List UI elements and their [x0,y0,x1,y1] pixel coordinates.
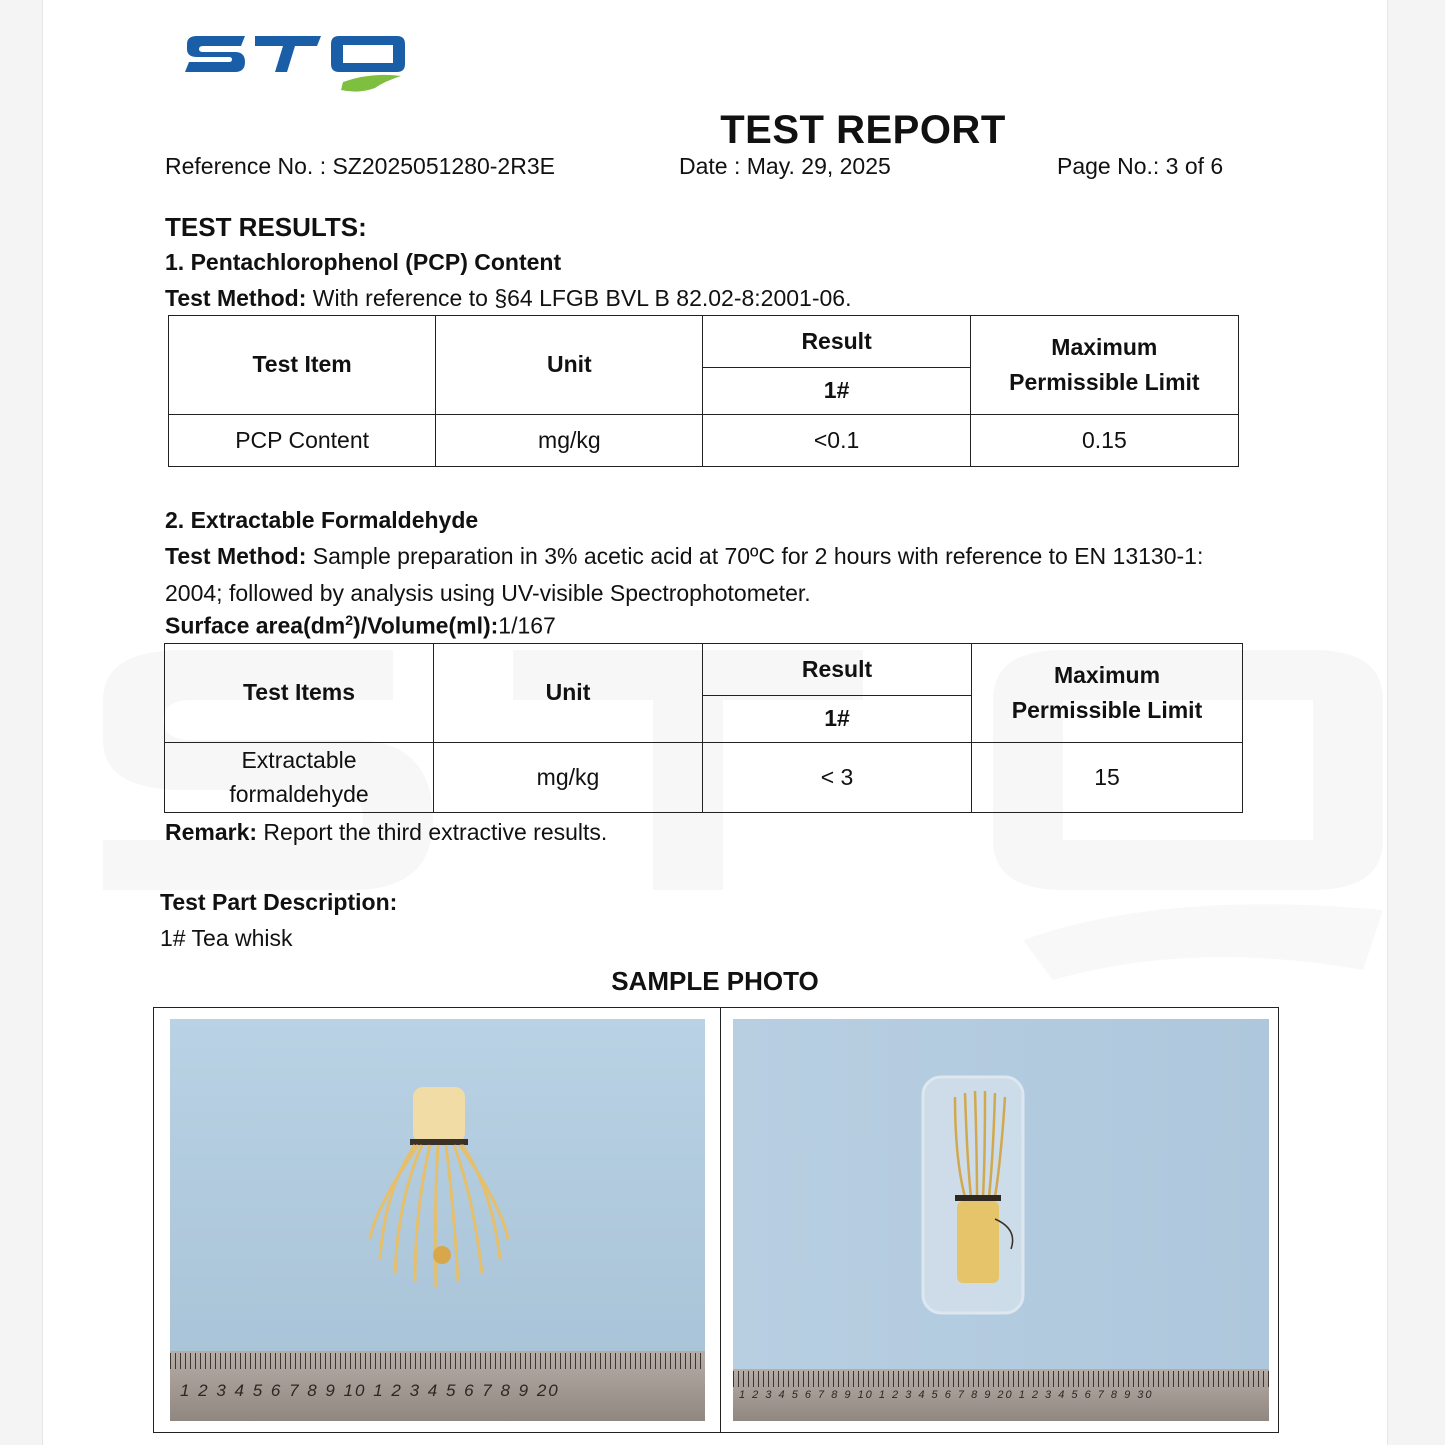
results-heading: TEST RESULTS: [165,212,367,242]
surface-label-a: Surface area(dm [165,612,346,639]
col-limit [970,316,1238,415]
surface-value: 1/167 [498,612,556,639]
ruler-scale: 1 2 3 4 5 6 7 8 9 10 1 2 3 4 5 6 7 8 9 20 1 2 3 4 5 6 7 8 9 30 [739,1389,1154,1401]
sample-photo-title: SAMPLE PHOTO [611,966,819,996]
ruler-scale: 1 2 3 4 5 6 7 8 9 10 1 2 3 4 5 6 7 8 9 20 [180,1381,560,1400]
cell-item-line2: formaldehyde [229,781,369,808]
section2-method [165,543,1270,607]
col-limit [972,644,1243,743]
col-test-items: Test Items [165,644,434,743]
remark-label: Remark: [165,819,258,845]
cell-unit: mg/kg [434,742,703,812]
cell-limit: 0.15 [970,414,1238,466]
cell-limit: 15 [972,742,1243,812]
remark-text: Report the third extractive results. [257,819,608,845]
col-unit: Unit [436,316,703,415]
cell-item: PCP Content [169,414,436,466]
surface-area-ratio [165,612,556,640]
report-date: Date : May. 29, 2025 [679,153,891,179]
whisk-in-tube-image [733,1019,1269,1369]
sample-photo-right [733,1019,1269,1421]
col-limit-line1: Maximum [1053,661,1161,688]
col-unit: Unit [434,644,703,743]
method-label: Test Method: [165,285,307,311]
section1-method [165,285,851,312]
method-line-1-text [165,543,1203,570]
part-description-text: 1# Tea whisk [160,925,293,951]
method-text: With reference to §64 LFGB BVL B 82.02-8:2001-06. [306,285,852,311]
reference-number: Reference No. : SZ2025051280-2R3E [165,153,555,179]
cell-unit: mg/kg [436,414,703,466]
photo-divider [720,1007,721,1433]
sample-photo-left [170,1019,705,1421]
cell-item-line1: Extractable [241,747,357,774]
table-row [165,742,1243,812]
cell-result: < 3 [703,742,972,812]
method-label: Test Method: [165,543,307,569]
surface-sup: 2 [345,612,354,628]
stq-logo [183,30,408,96]
col-result: Result [703,316,970,368]
part-description-heading: Test Part Description: [160,889,398,915]
cell-item [165,742,434,812]
col-sample: 1# [703,368,970,414]
surface-label-b: )/Volume(ml): [353,612,499,639]
remark [165,819,607,846]
col-test-item: Test Item [169,316,436,415]
col-limit-line1: Maximum [1051,333,1158,360]
report-title: TEST REPORT [720,108,1006,152]
pcp-results-table [168,315,1239,467]
table-row [169,414,1239,466]
section1-heading: 1. Pentachlorophenol (PCP) Content [165,249,562,275]
formaldehyde-results-table [164,643,1243,813]
col-result: Result [703,644,972,696]
whisk-image [170,1019,705,1359]
method-line-1 [165,543,1270,570]
page-number: Page No.: 3 of 6 [1057,153,1224,179]
cell-result: <0.1 [703,414,970,466]
ruler [170,1351,705,1421]
method-text: Sample preparation in 3% acetic acid at 70ºC for 2 hours with reference to EN 13130-1: [306,543,1204,569]
report-page [42,0,1388,1445]
section2-heading: 2. Extractable Formaldehyde [165,507,479,533]
col-sample: 1# [703,696,972,742]
ruler [733,1369,1269,1421]
col-limit-line2: Permissible Limit [1011,696,1203,723]
col-limit-line2: Permissible Limit [1009,368,1200,395]
method-line-2: 2004; followed by analysis using UV-visible Spectrophotometer. [165,580,811,606]
